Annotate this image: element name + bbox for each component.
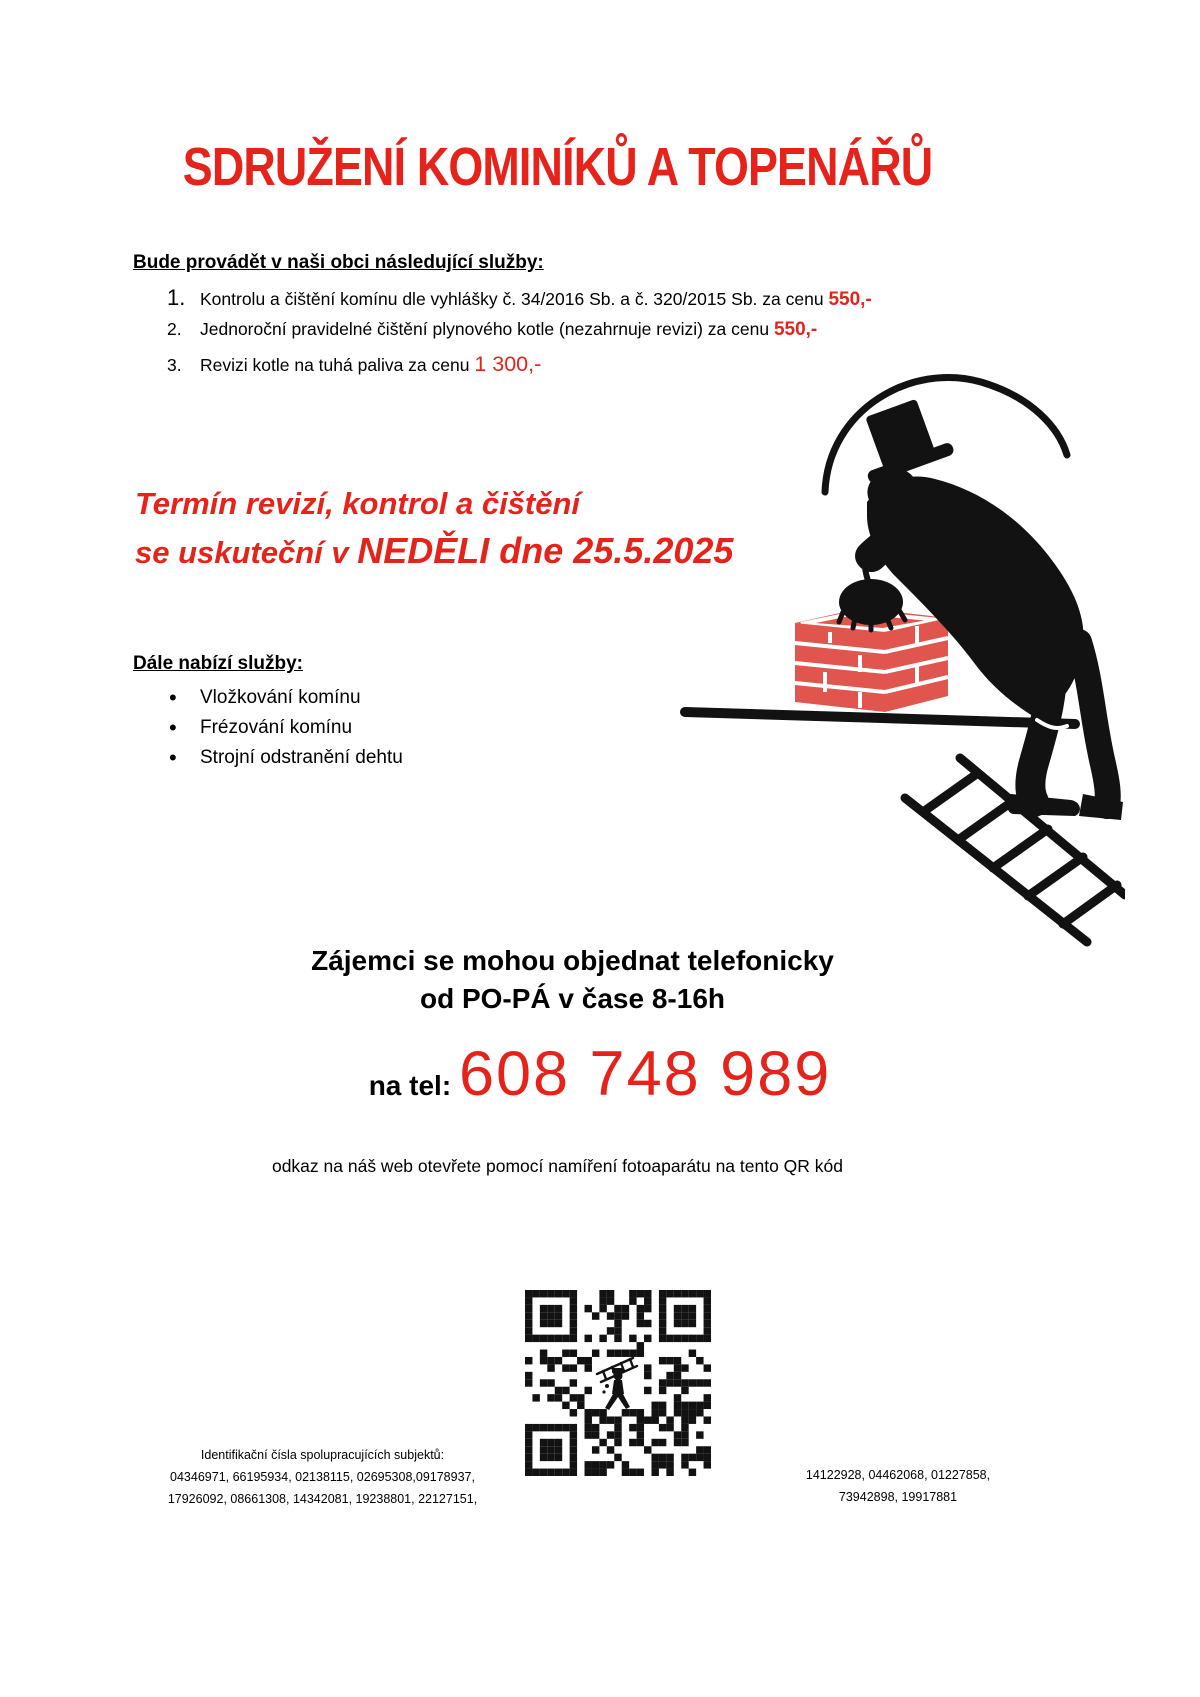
date-emphasis: NEDĚLI dne 25.5.2025 xyxy=(357,530,734,571)
service-text: Revizi kotle na tuhá paliva za cenu 1 300,- xyxy=(200,352,542,376)
services-intro: Bude provádět v naši obci následující služby: xyxy=(133,252,544,273)
contact-line2: od PO-PÁ v čase 8-16h xyxy=(419,983,725,1014)
footer-line: 04346971, 66195934, 02138115, 02695308,09178937, xyxy=(170,1470,475,1484)
chimney-sweep-illustration xyxy=(655,350,1125,962)
contact-section xyxy=(0,942,1145,1018)
service-price: 1 300,- xyxy=(474,352,542,376)
extra-services-intro: Dále nabízí služby: xyxy=(133,653,303,674)
ladder xyxy=(905,758,1125,942)
service-text: Kontrolu a čištění komínu dle vyhlášky č. 34/2016 Sb. a č. 320/2015 Sb. za cenu 550,- xyxy=(200,289,872,310)
footer-line: Identifikační čísla spolupracujících subjektů: xyxy=(200,1448,445,1462)
service-number: 2. xyxy=(167,318,182,339)
qr-code xyxy=(525,1290,711,1476)
service-price: 550,- xyxy=(828,289,872,310)
date-notice-line2: se uskuteční v NEDĚLI dne 25.5.2025 xyxy=(135,530,734,571)
service-price: 550,- xyxy=(773,318,818,340)
qr-caption: odkaz na náš web otevřete pomocí namíření fotoaparátu na tento QR kód xyxy=(271,1156,844,1176)
contact-line1: Zájemci se mohou objednat telefonicky xyxy=(311,945,834,976)
service-number: 3. xyxy=(167,355,182,375)
footer-line: 73942898, 19917881 xyxy=(838,1490,958,1504)
date-notice xyxy=(135,480,733,576)
extra-service-item: • Strojní odstranění dehtu xyxy=(133,743,403,773)
date-notice-line1: Termín revizí, kontrol a čištění xyxy=(135,486,581,521)
footer-line: 17926092, 08661308, 14342081, 19238801, 22127151, xyxy=(167,1492,478,1506)
brush-rod-arc xyxy=(825,377,1067,492)
service-text: Jednoroční pravidelné čištění plynového kotle (nezahrnuje revizi) za cenu 550,- xyxy=(200,318,818,340)
telephone-row xyxy=(0,1038,1200,1110)
footer-line: 14122928, 04462068, 01227858, xyxy=(805,1468,991,1482)
telephone-label: na tel: xyxy=(368,1070,459,1101)
extra-service-item: • Frézování komínu xyxy=(133,713,403,743)
extra-service-item: • Vložkování komínu xyxy=(133,683,403,713)
footer-partner-ids-left xyxy=(135,1444,510,1510)
service-item xyxy=(133,319,1113,353)
extra-services-list xyxy=(133,683,403,773)
telephone-number: 608 748 989 xyxy=(458,1039,832,1109)
extra-services-section xyxy=(133,653,403,773)
footer-partner-ids-right xyxy=(770,1464,1026,1508)
page-title: SDRUŽENÍ KOMINÍKŮ A TOPENÁŘŮ xyxy=(182,137,933,197)
qr-center-logo xyxy=(591,1352,645,1414)
roof-line xyxy=(685,712,1075,724)
service-number: 1. xyxy=(167,285,186,310)
service-item xyxy=(133,285,1113,319)
